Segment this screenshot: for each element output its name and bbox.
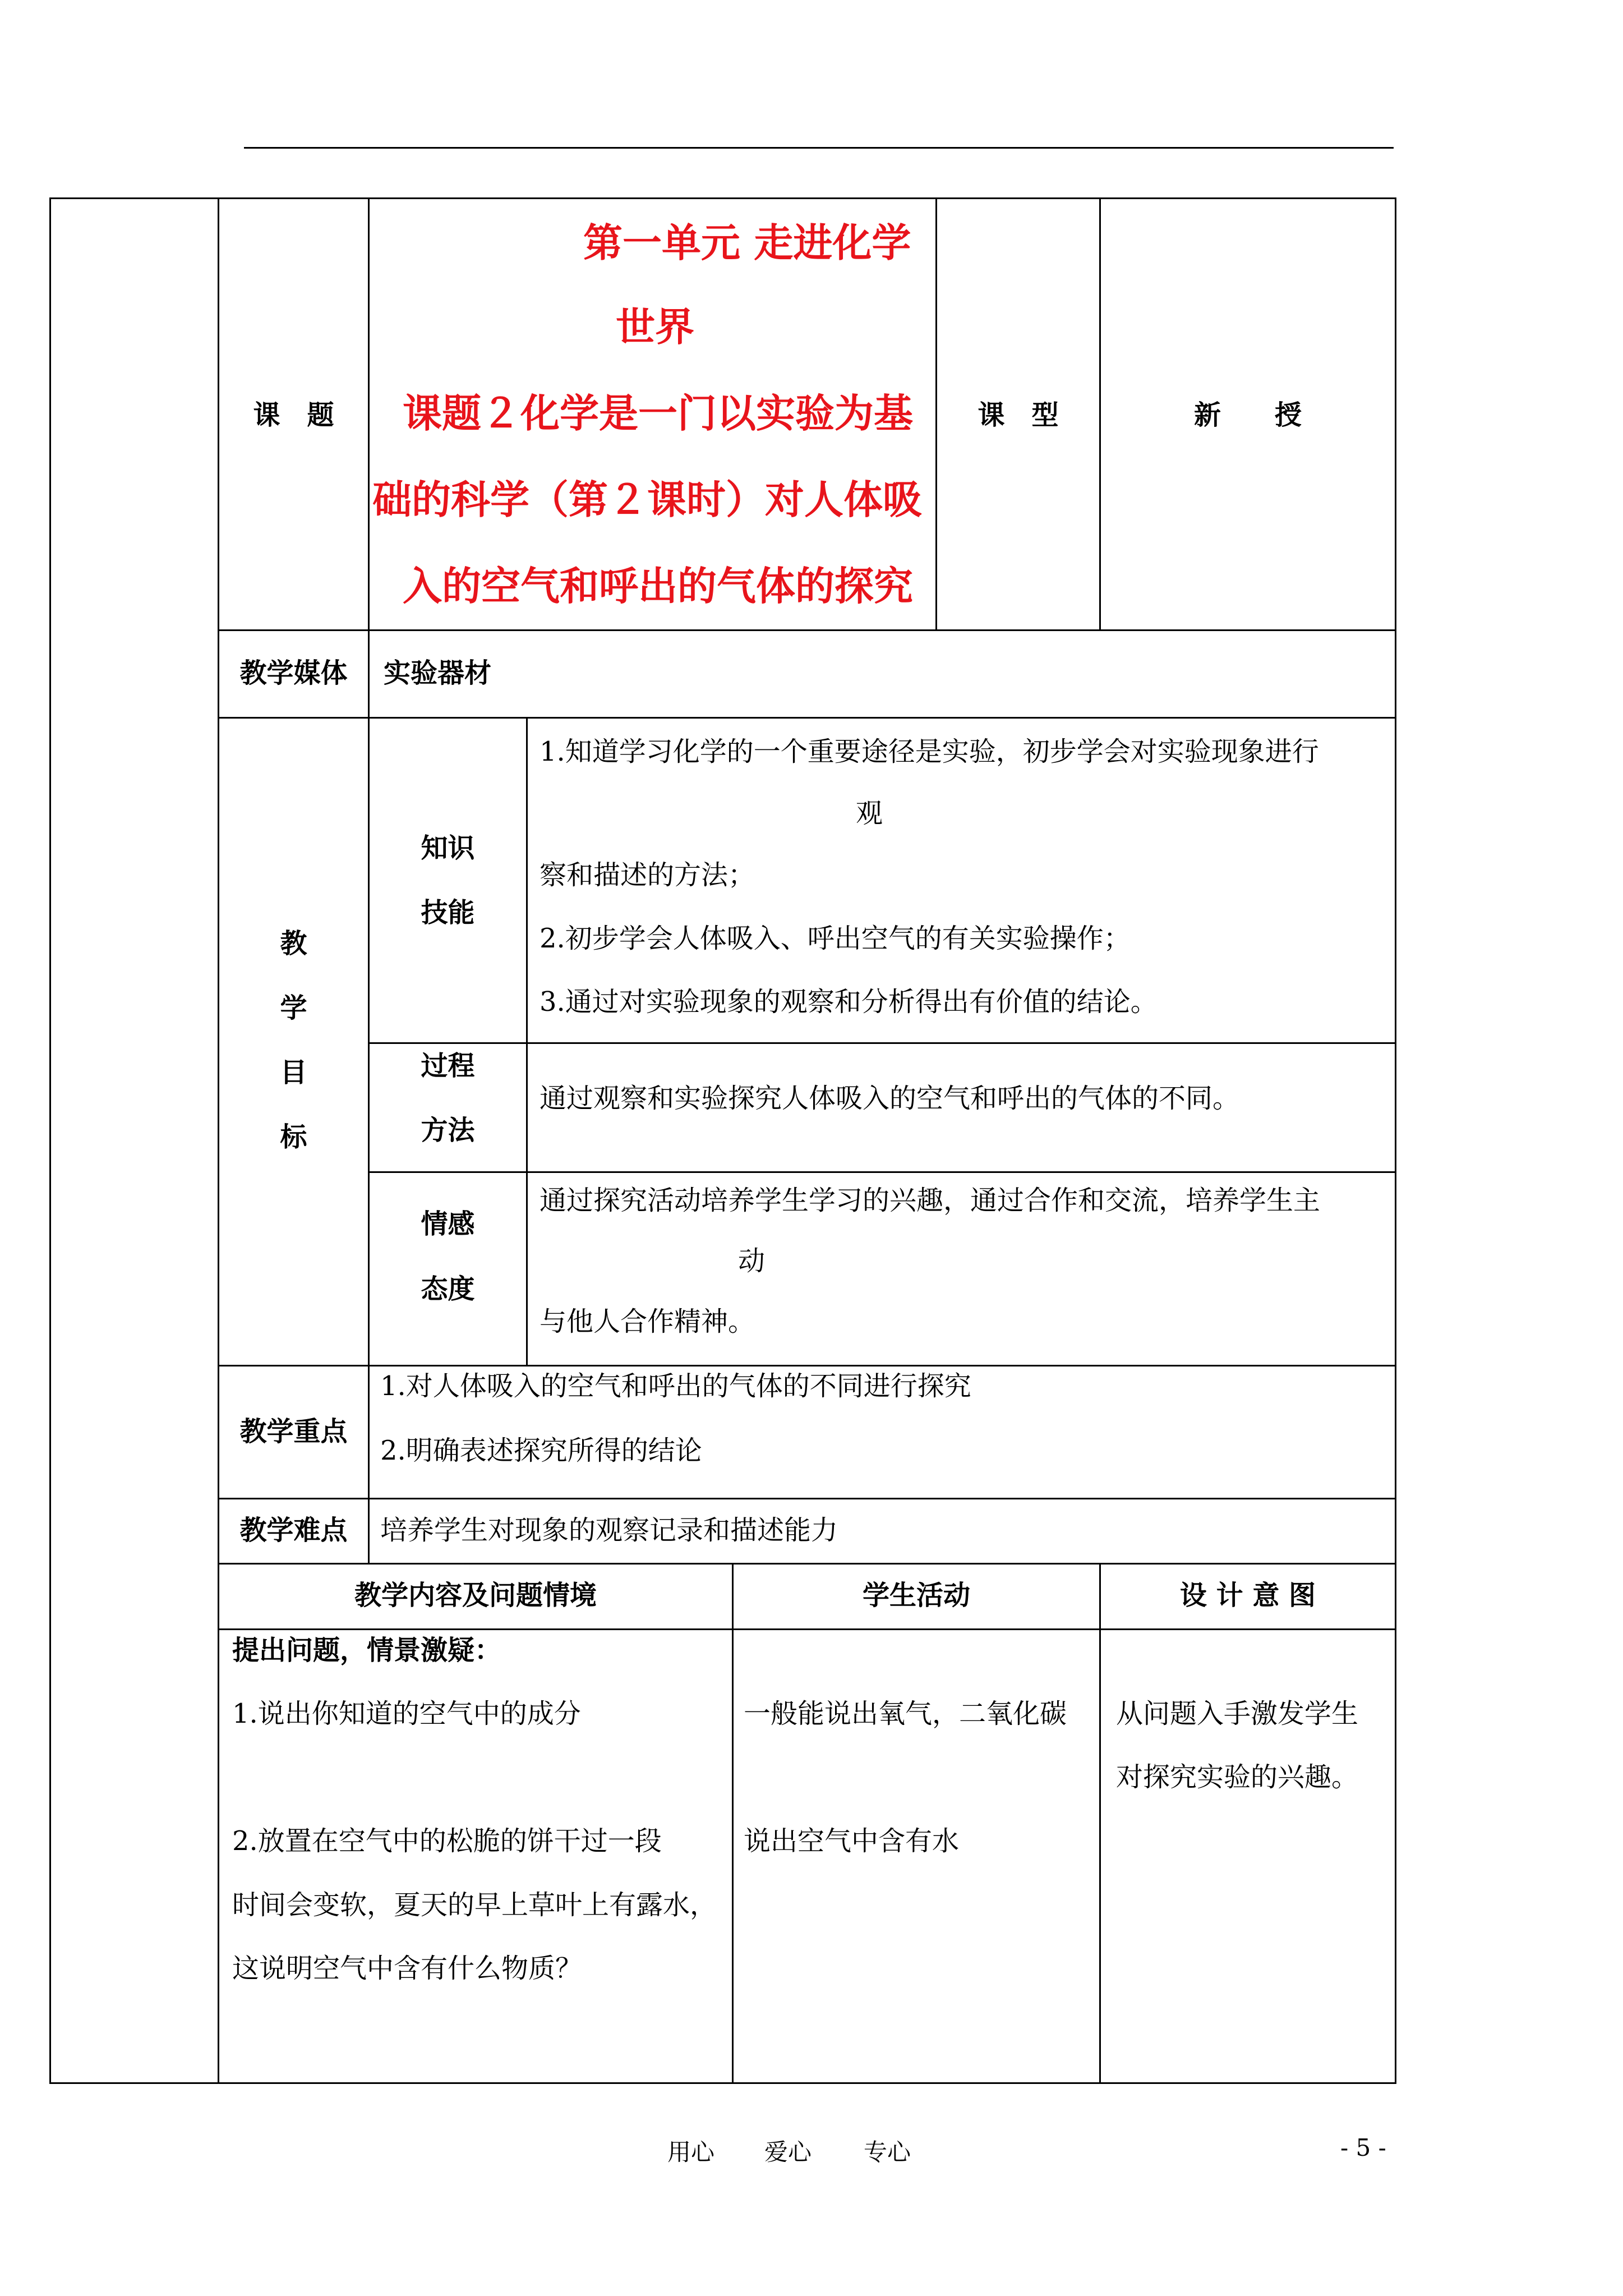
content-col1-line-4: 2.放置在空气中的松脆的饼干过一段	[232, 1825, 662, 1857]
title-line-3: 课题２化学是一门以实验为基	[403, 390, 913, 436]
knowledge-label-1: 知识	[421, 832, 475, 864]
objectives-label-char-1: 教	[280, 928, 307, 959]
media-value: 实验器材	[384, 657, 492, 689]
type-value: 新 授	[1193, 399, 1302, 431]
content-col3-line-2: 对探究实验的兴趣。	[1116, 1761, 1359, 1793]
footer-motto-2: 爱心	[764, 2138, 812, 2166]
knowledge-label-2: 技能	[421, 897, 475, 928]
media-label: 教学媒体	[239, 657, 348, 689]
type-label: 课 型	[978, 399, 1059, 431]
content-col3-line-1: 从问题入手激发学生	[1116, 1698, 1359, 1729]
table-bottom-border	[49, 2082, 1396, 2084]
emotion-line-3: 与他人合作精神。	[540, 1306, 755, 1337]
footer-motto-3: 专心	[864, 2138, 911, 2166]
row-divider-knowledge	[368, 1042, 1396, 1044]
difficulty-label: 教学难点	[239, 1515, 348, 1546]
knowledge-line-3: 察和描述的方法；	[540, 859, 755, 891]
content-col1-line-6: 这说明空气中含有什么物质？	[232, 1953, 583, 1984]
row-divider-title	[218, 629, 1396, 631]
content-col1-line-5: 时间会变软，夏天的早上草叶上有露水，	[232, 1889, 717, 1921]
content-header-col2: 学生活动	[862, 1580, 970, 1611]
title-line-4: 础的科学（第２课时）对人体吸	[372, 476, 922, 523]
row-divider-process	[368, 1171, 1396, 1173]
emotion-label-1: 情感	[421, 1208, 475, 1240]
table-left-border	[49, 197, 51, 2084]
content-col1-line-2: 1.说出你知道的空气中的成分	[232, 1698, 581, 1729]
content-col2-line-1: 一般能说出氧气，二氧化碳	[744, 1698, 1067, 1729]
title-label: 课 题	[253, 399, 334, 431]
row-divider-media	[218, 717, 1396, 719]
emotion-line-1: 通过探究活动培养学生学习的兴趣，通过合作和交流，培养学生主	[540, 1185, 1321, 1216]
knowledge-line-5: 3.通过对实验现象的观察和分析得出有价值的结论。	[540, 986, 1158, 1018]
objectives-label-char-4: 标	[280, 1121, 307, 1153]
row-divider-difficulty	[218, 1563, 1396, 1565]
title-line-2: 世界	[616, 303, 694, 350]
knowledge-line-1: 1.知道学习化学的一个重要途径是实验，初步学会对实验现象进行	[540, 736, 1319, 767]
content-col1-line-1: 提出问题，情景激疑：	[232, 1635, 502, 1666]
knowledge-line-2: 观	[856, 798, 883, 829]
content-col2-line-2: 说出空气中含有水	[744, 1825, 960, 1857]
difficulty-value: 培养学生对现象的观察记录和描述能力	[380, 1515, 838, 1546]
content-col2-divider	[732, 1563, 734, 2084]
table-top-border	[49, 197, 1396, 199]
process-label-1: 过程	[421, 1050, 475, 1082]
title-label-divider	[368, 197, 370, 1565]
title-line-1: 第一单元 走进化学	[583, 219, 911, 266]
knowledge-line-4: 2.初步学会人体吸入、呼出空气的有关实验操作；	[540, 923, 1131, 954]
title-line-5: 入的空气和呼出的气体的探究	[403, 563, 913, 609]
table-right-border	[1395, 197, 1396, 2084]
emotion-line-2: 动	[738, 1245, 766, 1277]
objectives-label-char-2: 学	[280, 992, 307, 1024]
keypoints-line-1: 1.对人体吸入的空气和呼出的气体的不同进行探究	[380, 1370, 971, 1402]
process-label-2: 方法	[421, 1115, 475, 1146]
content-header-col1: 教学内容及问题情境	[354, 1580, 597, 1611]
row-divider-keypoints	[218, 1498, 1396, 1499]
footer-motto-1: 用心	[667, 2138, 715, 2166]
objective-sub-divider	[526, 717, 528, 1365]
objectives-label-char-3: 目	[280, 1057, 307, 1088]
keypoints-label: 教学重点	[239, 1416, 348, 1447]
content-header-col3: 设 计 意 图	[1179, 1580, 1316, 1611]
row-divider-content-header	[218, 1628, 1396, 1630]
row-divider-objectives	[218, 1365, 1396, 1366]
keypoints-line-2: 2.明确表述探究所得的结论	[380, 1435, 702, 1466]
process-text: 通过观察和实验探究人体吸入的空气和呼出的气体的不同。	[540, 1083, 1240, 1114]
page-number: - 5 -	[1340, 2134, 1386, 2161]
emotion-label-2: 态度	[421, 1273, 475, 1305]
content-col3-divider	[1099, 1563, 1101, 2084]
header-rule	[244, 147, 1394, 149]
